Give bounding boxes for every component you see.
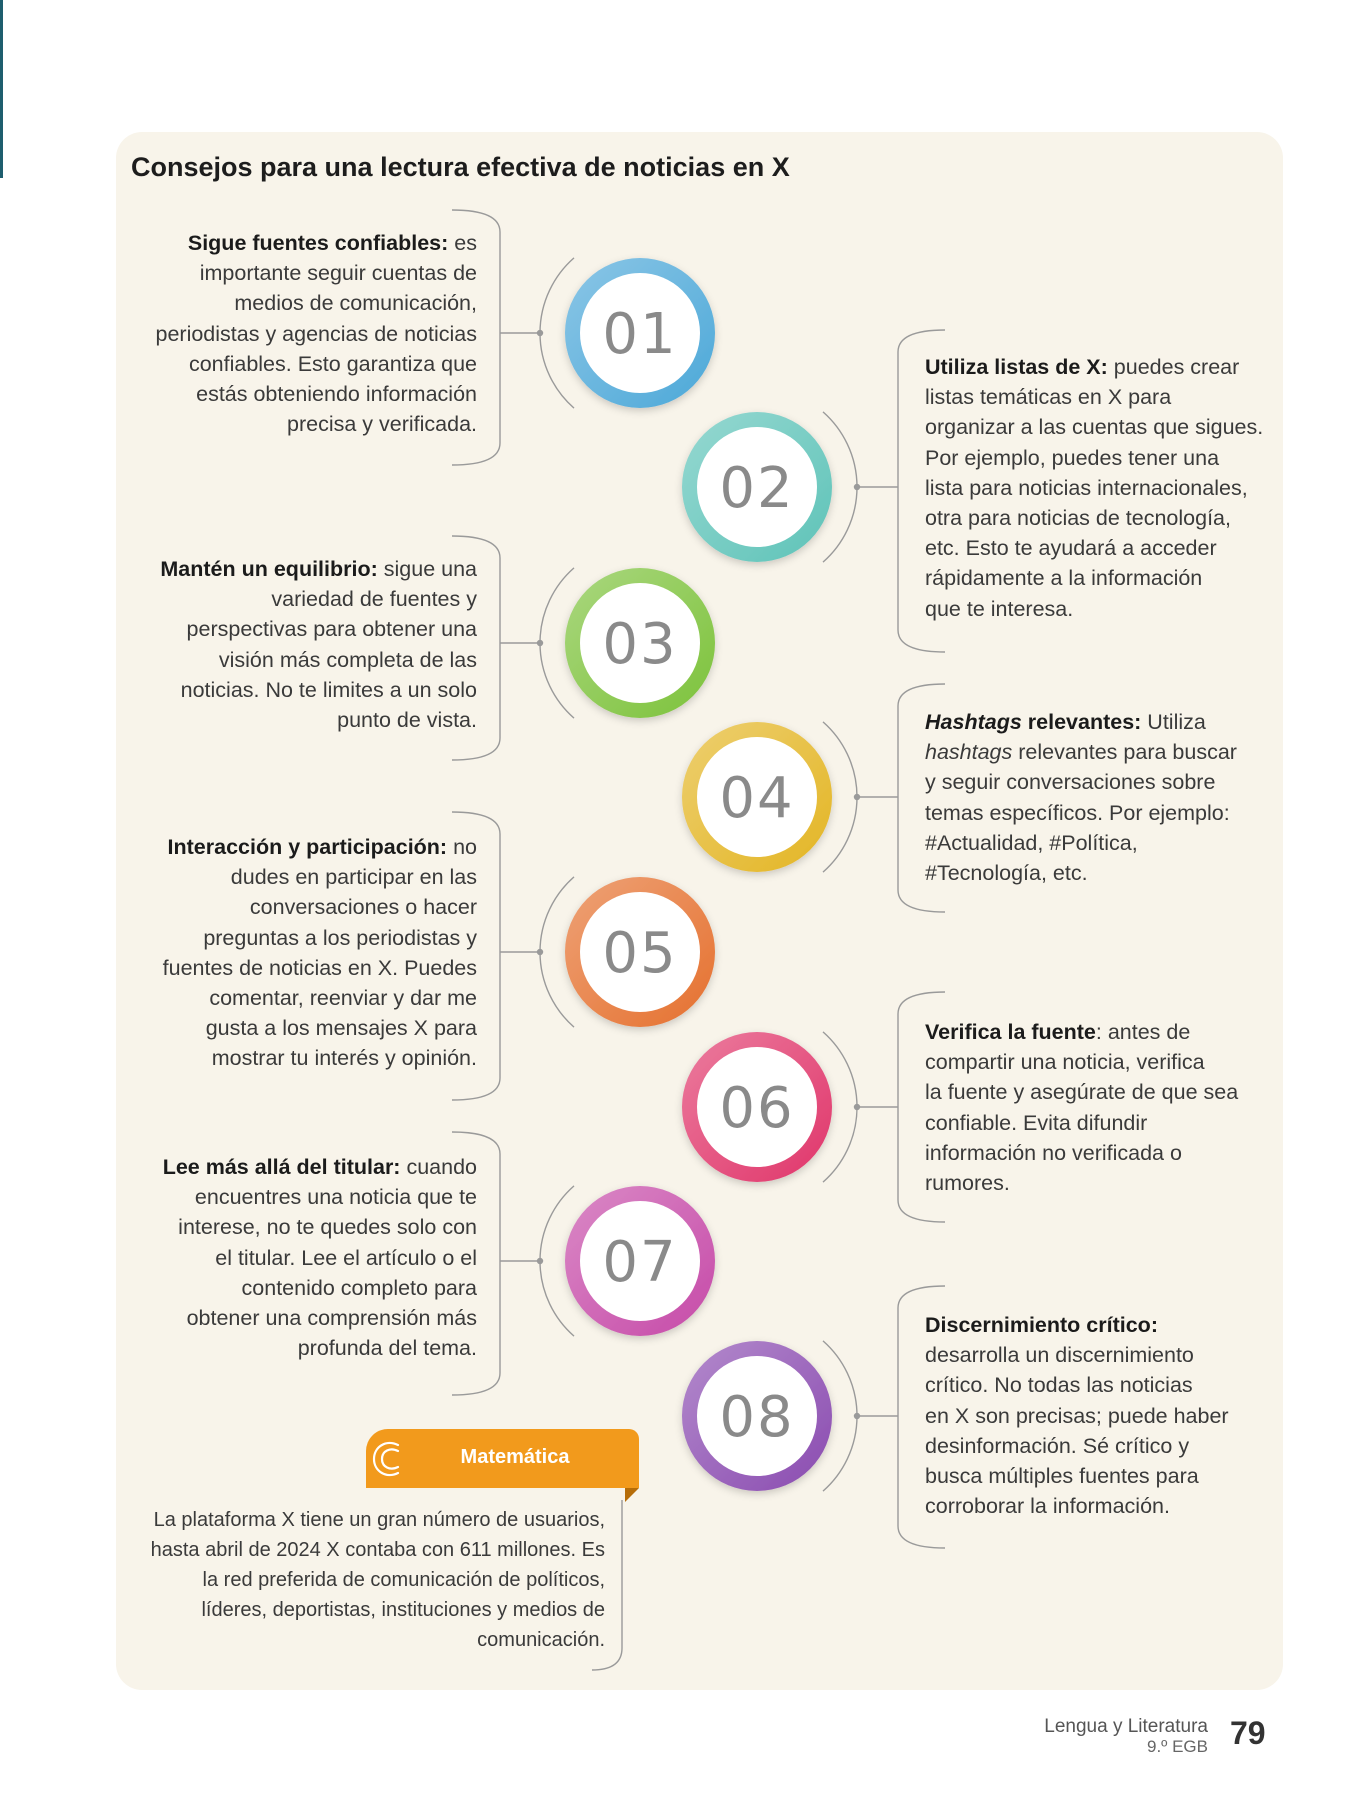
ring-number-05: 05: [602, 921, 678, 986]
math-callout-line: comunicación.: [477, 1629, 605, 1651]
tip-03-line: variedad de fuentes y: [271, 587, 477, 612]
math-callout-label: Matemática: [460, 1446, 570, 1468]
tip-02-text: [925, 352, 1270, 624]
tip-02-line: otra para noticias de tecnología,: [925, 506, 1231, 531]
tip-03-line: visión más completa de las: [218, 647, 477, 672]
connector-dot: [538, 950, 543, 955]
tip-02-line: puedes crear: [1113, 355, 1240, 379]
tip-06-lead: Verifica la fuente: [925, 1020, 1096, 1044]
tip-05-line: comentar, reenviar y dar me: [209, 986, 477, 1011]
connector-dot: [855, 1414, 860, 1419]
tip-04-line: Utiliza: [1147, 710, 1206, 734]
tip-04-lead-italic: Hashtags: [925, 710, 1022, 734]
tip-08-line: en X son precisas; puede haber: [925, 1403, 1229, 1428]
math-callout-line: hasta abril de 2024 X contaba con 611 millones. Es: [150, 1539, 605, 1561]
math-callout-line: líderes, deportistas, instituciones y medios de: [201, 1599, 605, 1621]
puzzle-swirl-icon: [368, 1437, 412, 1481]
tip-05-line: preguntas a los periodistas y: [203, 925, 477, 950]
tip-02-line: Por ejemplo, puedes tener una: [925, 445, 1220, 470]
connector-dot: [538, 331, 543, 336]
tip-01-line: periodistas y agencias de noticias: [155, 321, 477, 346]
tip-04-line: #Tecnología, etc.: [925, 861, 1088, 886]
tip-08-lead: Discernimiento crítico:: [925, 1313, 1158, 1337]
tip-04-line: temas específicos. Por ejemplo:: [925, 800, 1230, 825]
tip-03-line: punto de vista.: [337, 708, 477, 733]
connector-dot: [855, 485, 860, 490]
tip-02-line: listas temáticas en X para: [925, 385, 1172, 410]
tip-07-lead: Lee más allá del titular:: [162, 1155, 401, 1179]
tip-07-line: obtener una comprensión más: [186, 1306, 477, 1331]
math-callout-line: la red preferida de comunicación de políticos,: [202, 1569, 605, 1591]
math-callout-text: [128, 1505, 605, 1655]
tip-06-line: : antes de: [1095, 1020, 1191, 1044]
tip-02-line: etc. Esto te ayudará a acceder: [925, 536, 1217, 561]
connector-dot: [538, 1259, 543, 1264]
tip-03-text: [128, 554, 477, 735]
tip-05-line: gusta a los mensajes X para: [205, 1016, 477, 1041]
tip-05-line: no: [453, 835, 477, 859]
tip-02-lead: Utiliza listas de X:: [925, 355, 1108, 379]
tip-08-text: [925, 1310, 1270, 1521]
tip-07-line: cuando: [406, 1155, 477, 1179]
tip-07-line: contenido completo para: [241, 1275, 477, 1300]
tip-01-text: [128, 228, 477, 439]
tip-06-line: la fuente y asegúrate de que sea: [925, 1080, 1239, 1105]
tip-02-line: organizar a las cuentas que sigues.: [925, 415, 1264, 440]
tip-04-line: #Actualidad, #Política,: [925, 830, 1138, 855]
connector-dot: [855, 1105, 860, 1110]
ring-number-03: 03: [602, 612, 678, 677]
tip-06-text: [925, 1017, 1270, 1198]
page-number: 79: [1230, 1715, 1266, 1751]
tip-04-lead: relevantes:: [1021, 710, 1142, 734]
tip-01-line: importante seguir cuentas de: [199, 261, 477, 286]
tip-05-line: dudes en participar en las: [230, 865, 477, 890]
tip-03-lead: Mantén un equilibrio:: [160, 557, 378, 581]
tip-08-line: crítico. No todas las noticias: [925, 1373, 1193, 1398]
footer-subject: Lengua y Literatura: [1044, 1716, 1208, 1737]
tip-03-line: noticias. No te limites a un solo: [180, 677, 477, 702]
tip-07-line: interese, no te quedes solo con: [178, 1215, 477, 1240]
tip-08-line: desinformación. Sé crítico y: [925, 1433, 1190, 1458]
footer-grade: 9.º EGB: [1146, 1737, 1208, 1756]
tip-07-line: profunda del tema.: [297, 1336, 477, 1361]
math-callout-line: La plataforma X tiene un gran número de usuarios,: [153, 1509, 605, 1531]
tip-08-line: corroborar la información.: [925, 1494, 1170, 1519]
tip-06-line: rumores.: [925, 1171, 1010, 1196]
tip-05-lead: Interacción y participación:: [167, 835, 448, 859]
math-callout-fold: [625, 1488, 639, 1502]
ring-number-04: 04: [719, 766, 795, 831]
tip-06-line: información no verificada o: [925, 1140, 1182, 1165]
ring-number-02: 02: [719, 456, 795, 521]
tip-02-line: que te interesa.: [925, 596, 1074, 621]
page-title: Consejos para una lectura efectiva de noticias en X: [131, 152, 790, 182]
tip-04-line-italic: hashtags: [925, 740, 1013, 765]
tip-06-line: confiable. Evita difundir: [925, 1110, 1148, 1135]
tip-01-line: precisa y verificada.: [287, 412, 477, 437]
tip-01-line: confiables. Esto garantiza que: [188, 351, 477, 376]
tip-04-line: relevantes para buscar: [1012, 740, 1237, 765]
connector-dot: [855, 795, 860, 800]
tip-02-line: rápidamente a la información: [925, 566, 1203, 591]
tip-05-line: conversaciones o hacer: [249, 895, 477, 920]
tip-07-line: el titular. Lee el artículo o el: [215, 1245, 477, 1270]
ring-number-06: 06: [719, 1076, 795, 1141]
ring-number-01: 01: [602, 302, 678, 367]
tip-02-line: lista para noticias internacionales,: [925, 475, 1248, 500]
tip-01-lead: Sigue fuentes confiables:: [187, 231, 449, 255]
tip-01-line: medios de comunicación,: [234, 291, 477, 316]
ring-number-07: 07: [602, 1230, 678, 1295]
tip-01-line: estás obteniendo información: [196, 382, 477, 407]
tip-03-line: sigue una: [383, 557, 477, 581]
tip-05-line: fuentes de noticias en X. Puedes: [162, 955, 477, 980]
tip-04-text: [925, 707, 1270, 888]
tip-03-line: perspectivas para obtener una: [186, 617, 477, 642]
connector-dot: [538, 641, 543, 646]
tip-08-line: busca múltiples fuentes para: [925, 1464, 1199, 1489]
tip-07-text: [128, 1152, 477, 1363]
tip-07-line: encuentres una noticia que te: [194, 1185, 477, 1210]
tip-04-line: y seguir conversaciones sobre: [925, 770, 1216, 795]
tip-05-text: [128, 832, 477, 1074]
tip-01-line: es: [454, 231, 477, 255]
tip-06-line: compartir una noticia, verifica: [925, 1050, 1205, 1075]
tip-08-line: desarrolla un discernimiento: [925, 1343, 1194, 1368]
tip-05-line: mostrar tu interés y opinión.: [211, 1046, 477, 1071]
ring-number-08: 08: [719, 1385, 795, 1450]
